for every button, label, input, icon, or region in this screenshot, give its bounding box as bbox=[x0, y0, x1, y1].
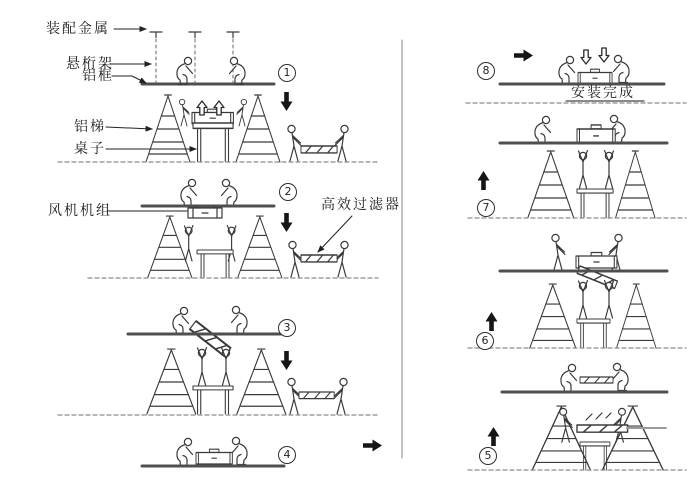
table-drawing bbox=[193, 386, 233, 414]
a-ladder-icon bbox=[617, 284, 657, 348]
step6-scene bbox=[468, 234, 686, 348]
label-install-complete: 安装完成 bbox=[571, 85, 635, 101]
label-assembly-metal: 装配金属 bbox=[46, 21, 110, 37]
anchor-fitting-icon bbox=[150, 32, 162, 38]
carried-filter bbox=[301, 146, 337, 153]
worker-figure bbox=[614, 55, 630, 82]
worker-figure bbox=[237, 99, 247, 126]
press-down-arrow-icon bbox=[581, 50, 591, 64]
worker-figure bbox=[232, 306, 248, 333]
worker-figure bbox=[560, 408, 572, 442]
down-arrow-icon bbox=[281, 351, 293, 370]
flow-arrows bbox=[281, 50, 534, 452]
a-ladder-icon bbox=[146, 95, 190, 162]
worker-figure bbox=[177, 438, 193, 465]
label-table: 桌子 bbox=[74, 141, 106, 157]
worker-figure bbox=[232, 437, 248, 464]
worker-figure bbox=[177, 57, 193, 84]
label-suspension-truss: 悬桁架 bbox=[66, 56, 114, 72]
worker-figure bbox=[605, 151, 614, 189]
table-drawing bbox=[577, 189, 613, 218]
suspension-lines bbox=[156, 39, 233, 82]
worker-figure bbox=[335, 125, 348, 161]
up-arrow-icon bbox=[486, 312, 498, 331]
worker-figure bbox=[559, 56, 575, 83]
press-down-arrow-icon bbox=[599, 48, 609, 62]
hepa-filter-box bbox=[196, 449, 232, 464]
table-drawing bbox=[577, 319, 610, 348]
worker-figure bbox=[173, 307, 189, 334]
step4-badge: 4 bbox=[278, 446, 296, 464]
anchor-fitting-icon bbox=[189, 32, 201, 38]
worker-figure bbox=[289, 241, 302, 277]
step3-badge: 3 bbox=[278, 319, 296, 337]
step5-badge: 5 bbox=[479, 447, 497, 465]
step3-scene bbox=[58, 306, 378, 415]
a-ladder-icon bbox=[528, 151, 574, 218]
step2-badge: 2 bbox=[279, 183, 297, 201]
worker-figure bbox=[288, 125, 301, 161]
right-arrow-icon bbox=[363, 440, 382, 452]
a-ladder-icon bbox=[530, 284, 576, 348]
worker-figure bbox=[222, 179, 238, 206]
label-aluminum-frame: 铝框 bbox=[82, 68, 114, 84]
label-fan-unit: 风机机组 bbox=[48, 203, 112, 219]
worker-figure bbox=[613, 363, 629, 390]
down-arrow-icon bbox=[281, 213, 293, 232]
hepa-filter-box bbox=[192, 109, 233, 124]
worker-figure bbox=[230, 57, 246, 84]
a-ladder-icon bbox=[147, 349, 196, 414]
worker-figure bbox=[334, 378, 347, 414]
fan-unit-box bbox=[188, 206, 222, 218]
a-ladder-icon bbox=[236, 95, 280, 162]
step1-badge: 1 bbox=[278, 64, 296, 82]
step7-badge: 7 bbox=[477, 199, 495, 217]
hepa-filter-box bbox=[578, 69, 612, 84]
down-arrow-icon bbox=[281, 92, 293, 111]
step5-scene bbox=[468, 363, 686, 470]
worker-figure bbox=[535, 116, 551, 143]
worker-figure bbox=[552, 234, 565, 270]
carried-filter bbox=[580, 377, 613, 383]
step8-badge: 8 bbox=[477, 62, 495, 80]
motion-ticks bbox=[586, 413, 611, 420]
hepa-filter-box bbox=[576, 253, 617, 269]
worker-figure bbox=[181, 179, 197, 206]
carried-filter bbox=[577, 425, 628, 432]
right-arrow-icon bbox=[514, 50, 533, 62]
step1-ceiling-scene bbox=[142, 32, 274, 85]
label-aluminum-ladder: 铝梯 bbox=[74, 119, 106, 135]
step7-scene bbox=[468, 115, 686, 218]
carried-filter bbox=[301, 255, 337, 262]
worker-figure bbox=[561, 364, 577, 391]
worker-figure bbox=[579, 281, 588, 319]
table-drawing bbox=[197, 250, 233, 278]
a-ladder-icon bbox=[616, 151, 656, 218]
worker-figure bbox=[579, 151, 588, 189]
step4-scene bbox=[142, 437, 284, 466]
worker-figure bbox=[198, 348, 207, 386]
worker-figure bbox=[222, 348, 231, 386]
up-arrow-icon bbox=[478, 171, 490, 190]
step1-floor-scene bbox=[58, 95, 378, 162]
carried-filter bbox=[299, 392, 334, 399]
step2-scene bbox=[88, 179, 378, 278]
label-hepa-filter: 高效过滤器 bbox=[321, 197, 401, 213]
worker-figure bbox=[179, 99, 189, 126]
table-drawing bbox=[193, 123, 233, 161]
a-ladder-icon bbox=[237, 349, 286, 414]
a-ladder-icon bbox=[148, 216, 192, 278]
up-arrow-icon bbox=[488, 427, 500, 446]
worker-figure bbox=[605, 281, 614, 319]
a-ladder-icon bbox=[532, 406, 590, 470]
a-ladder-icon bbox=[238, 216, 282, 278]
a-ladder-icon bbox=[602, 406, 663, 470]
worker-figure bbox=[184, 225, 193, 261]
hepa-filter-box bbox=[577, 125, 615, 143]
step6-badge: 6 bbox=[476, 332, 494, 350]
anchor-fitting-icon bbox=[227, 32, 239, 38]
